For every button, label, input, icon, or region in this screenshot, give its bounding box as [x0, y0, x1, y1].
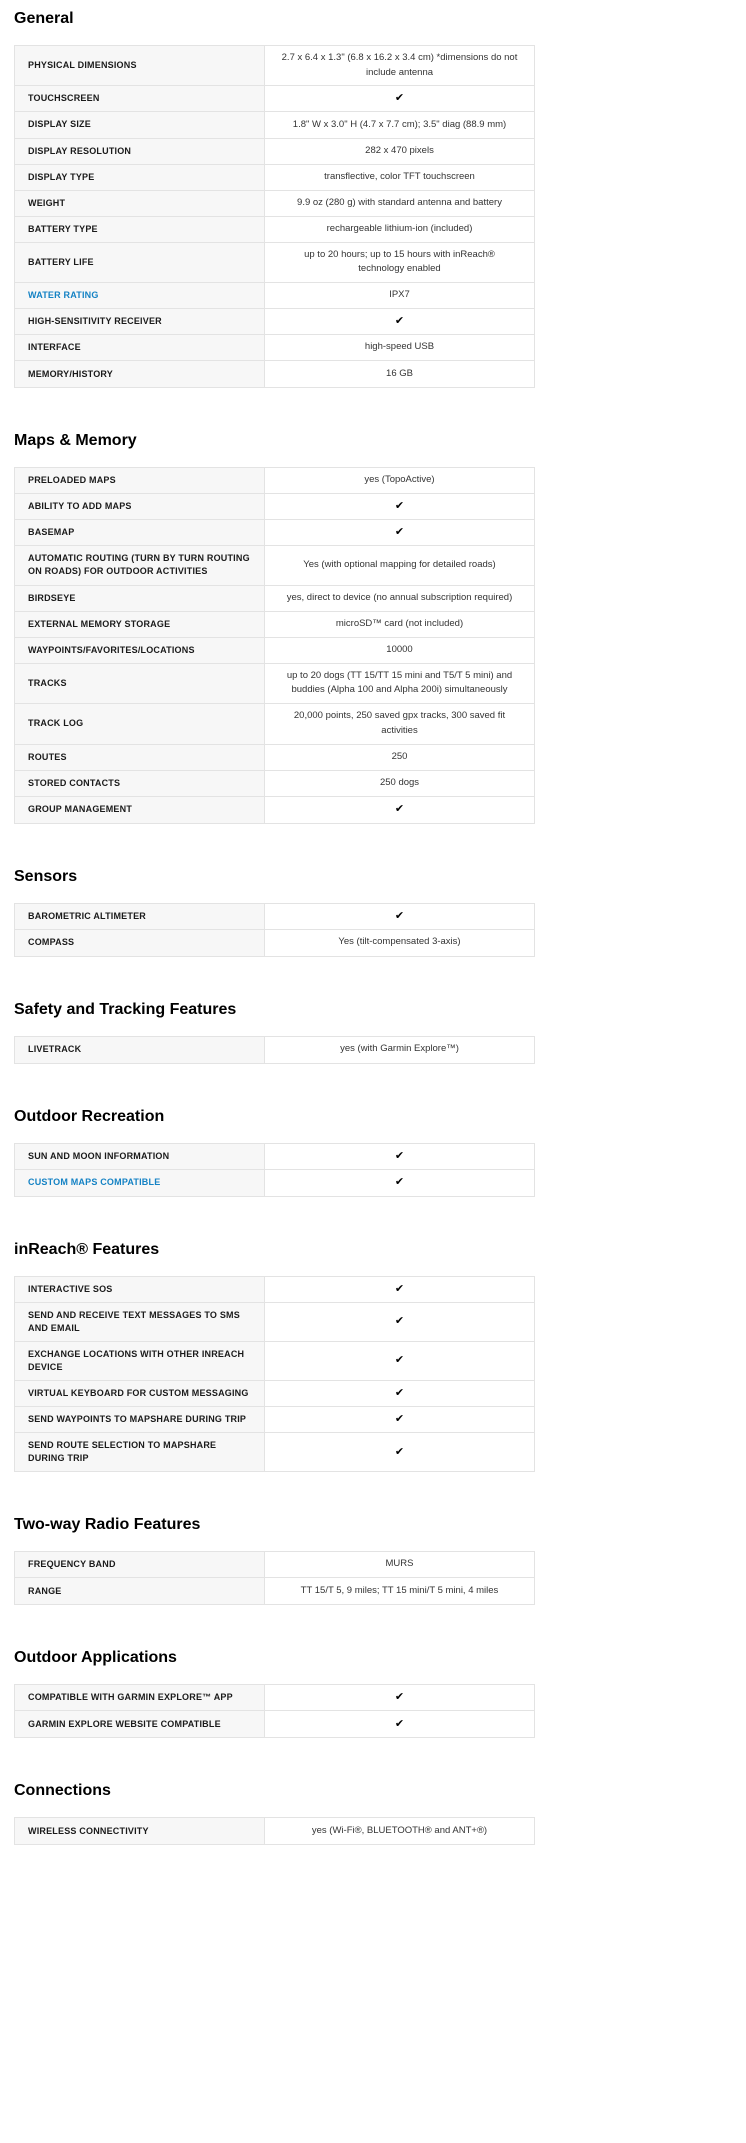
- spec-section-outdoor-recreation: [14, 1108, 746, 1197]
- spec-label: HIGH-SENSITIVITY RECEIVER: [28, 316, 162, 327]
- spec-label-cell: [15, 1407, 265, 1432]
- spec-label: EXTERNAL MEMORY STORAGE: [28, 618, 171, 629]
- spec-label-cell: [15, 1144, 265, 1169]
- section-title: Outdoor Recreation: [14, 1107, 165, 1125]
- spec-value-cell: [265, 546, 534, 584]
- spec-label: DISPLAY RESOLUTION: [28, 145, 132, 156]
- spec-value: 282 x 470 pixels: [365, 144, 434, 156]
- spec-label: LIVETRACK: [28, 1044, 82, 1055]
- spec-label: ROUTES: [28, 751, 67, 762]
- spec-label: MEMORY/HISTORY: [28, 368, 113, 379]
- table-row: [15, 1037, 534, 1063]
- check-icon: ✔: [394, 1315, 405, 1328]
- spec-label-cell: [15, 546, 265, 584]
- spec-label: BAROMETRIC ALTIMETER: [28, 910, 146, 921]
- spec-label: WIRELESS CONNECTIVITY: [28, 1825, 149, 1836]
- table-row: [15, 1711, 534, 1737]
- spec-table: [14, 903, 535, 957]
- spec-value-cell: [265, 243, 534, 282]
- spec-label: ABILITY TO ADD MAPS: [28, 501, 132, 512]
- spec-label: INTERFACE: [28, 342, 81, 353]
- spec-label: TOUCHSCREEN: [28, 93, 100, 104]
- spec-label-cell: [15, 1037, 265, 1063]
- spec-label-cell: [15, 309, 265, 334]
- water-rating-link[interactable]: WATER RATING: [28, 290, 99, 301]
- spec-label-cell: [15, 361, 265, 387]
- check-icon: ✔: [394, 909, 405, 922]
- spec-label-cell: [15, 1818, 265, 1844]
- spec-label-cell: [15, 904, 265, 929]
- table-row: [15, 112, 534, 138]
- check-icon: ✔: [394, 1413, 405, 1426]
- table-row: [15, 165, 534, 191]
- check-icon: ✔: [394, 803, 405, 816]
- section-title: Outdoor Applications: [14, 1649, 177, 1667]
- spec-value-cell: [265, 797, 534, 823]
- table-row: [15, 46, 534, 86]
- table-row: [15, 664, 534, 704]
- spec-value-cell: [265, 745, 534, 770]
- spec-value-cell: [265, 1552, 534, 1577]
- spec-value-cell: [265, 520, 534, 545]
- spec-table: [14, 45, 535, 388]
- table-row: [15, 612, 534, 638]
- table-row: [15, 309, 534, 335]
- check-icon: ✔: [394, 1354, 405, 1367]
- spec-label: COMPASS: [28, 937, 75, 948]
- spec-value: yes (with Garmin Explore™): [340, 1043, 459, 1055]
- spec-value-cell: [265, 638, 534, 663]
- spec-value: 20,000 points, 250 saved gpx tracks, 300 saved fit activities: [293, 710, 506, 736]
- spec-value: rechargeable lithium-ion (included): [326, 222, 473, 234]
- spec-value-cell: [265, 86, 534, 111]
- spec-value-cell: [265, 494, 534, 519]
- table-row: [15, 335, 534, 361]
- spec-label-cell: [15, 586, 265, 611]
- table-row: [15, 771, 534, 797]
- spec-label-cell: [15, 112, 265, 137]
- table-row: [15, 1433, 534, 1471]
- spec-label-cell: [15, 1277, 265, 1302]
- section-title: Two-way Radio Features: [14, 1516, 201, 1534]
- spec-table: [14, 1684, 535, 1738]
- spec-value: IPX7: [389, 289, 410, 301]
- table-row: [15, 217, 534, 243]
- spec-table: [14, 1276, 535, 1472]
- spec-value: 2.7 x 6.4 x 1.3" (6.8 x 16.2 x 3.4 cm) *dimensions do not include antenna: [281, 52, 518, 78]
- spec-value-cell: [265, 46, 534, 85]
- spec-value: 250: [391, 750, 408, 762]
- table-row: [15, 1342, 534, 1381]
- table-row: [15, 586, 534, 612]
- spec-value: 250 dogs: [379, 776, 420, 788]
- spec-value: 10000: [386, 643, 413, 655]
- table-row: [15, 1685, 534, 1711]
- spec-value-cell: [265, 664, 534, 703]
- check-icon: ✔: [394, 1176, 405, 1189]
- table-row: [15, 468, 534, 494]
- spec-label-cell: [15, 771, 265, 796]
- table-row: [15, 1144, 534, 1170]
- spec-label-cell: [15, 704, 265, 743]
- spec-value: yes (Wi-Fi®, BLUETOOTH® and ANT+®): [311, 1824, 488, 1836]
- spec-value: up to 20 dogs (TT 15/TT 15 mini and T5/T 5 mini) and buddies (Alpha 100 and Alpha 200i) simultaneously: [286, 669, 513, 696]
- spec-label-cell: [15, 468, 265, 493]
- spec-value-cell: [265, 1685, 534, 1710]
- check-icon: ✔: [394, 1691, 405, 1704]
- spec-label: PRELOADED MAPS: [28, 475, 116, 486]
- section-title: Sensors: [14, 867, 78, 885]
- spec-label-cell: [15, 638, 265, 663]
- spec-label: SUN AND MOON INFORMATION: [28, 1150, 170, 1161]
- spec-value: Yes (tilt-compensated 3-axis): [338, 936, 461, 948]
- spec-label-cell: [15, 139, 265, 164]
- spec-section-maps-memory: [14, 432, 746, 823]
- table-row: [15, 745, 534, 771]
- spec-label-cell: [15, 283, 265, 308]
- spec-value: TT 15/T 5, 9 miles; TT 15 mini/T 5 mini, 4 miles: [300, 1584, 499, 1596]
- check-icon: ✔: [394, 1386, 405, 1399]
- section-title: inReach® Features: [14, 1240, 160, 1258]
- spec-value-cell: [265, 217, 534, 242]
- spec-label-cell: [15, 191, 265, 216]
- spec-label-cell: [15, 86, 265, 111]
- spec-value-cell: [265, 1144, 534, 1169]
- spec-value-cell: [265, 165, 534, 190]
- spec-label-cell: [15, 797, 265, 823]
- spec-value-cell: [265, 309, 534, 334]
- spec-label-cell: [15, 520, 265, 545]
- spec-value-cell: [265, 771, 534, 796]
- spec-value-cell: [265, 1711, 534, 1737]
- spec-label-cell: [15, 46, 265, 85]
- spec-table: [14, 1143, 535, 1197]
- check-icon: ✔: [394, 315, 405, 328]
- table-row: [15, 361, 534, 387]
- spec-value-cell: [265, 468, 534, 493]
- table-row: [15, 494, 534, 520]
- spec-value-cell: [265, 1170, 534, 1196]
- table-row: [15, 1578, 534, 1604]
- spec-value-cell: [265, 361, 534, 387]
- spec-label-cell: [15, 930, 265, 956]
- spec-label-cell: [15, 745, 265, 770]
- spec-value-cell: [265, 1578, 534, 1604]
- check-icon: ✔: [394, 1445, 405, 1458]
- spec-value-cell: [265, 704, 534, 743]
- spec-value-cell: [265, 586, 534, 611]
- spec-label: BATTERY LIFE: [28, 256, 94, 267]
- spec-label-cell: [15, 1685, 265, 1710]
- table-row: [15, 520, 534, 546]
- spec-value: yes, direct to device (no annual subscription required): [286, 591, 513, 603]
- spec-value: high-speed USB: [364, 341, 435, 353]
- table-row: [15, 638, 534, 664]
- spec-label: BASEMAP: [28, 527, 75, 538]
- table-row: [15, 1818, 534, 1844]
- table-row: [15, 139, 534, 165]
- spec-label-cell: [15, 165, 265, 190]
- table-row: [15, 283, 534, 309]
- table-row: [15, 1277, 534, 1303]
- table-row: [15, 1303, 534, 1342]
- spec-label-cell: [15, 1303, 265, 1341]
- spec-section-outdoor-applications: [14, 1649, 746, 1738]
- spec-label: SEND ROUTE SELECTION TO MAPSHARE DURING TRIP: [28, 1440, 217, 1464]
- check-icon: ✔: [394, 500, 405, 513]
- spec-label: GARMIN EXPLORE WEBSITE COMPATIBLE: [28, 1718, 221, 1729]
- spec-value: 9.9 oz (280 g) with standard antenna and battery: [297, 196, 502, 208]
- spec-label: TRACKS: [28, 677, 67, 688]
- spec-value-cell: [265, 1381, 534, 1406]
- spec-value: 1.8" W x 3.0" H (4.7 x 7.7 cm); 3.5" diag (88.9 mm): [292, 118, 507, 130]
- spec-label: GROUP MANAGEMENT: [28, 804, 133, 815]
- section-title: Safety and Tracking Features: [14, 1000, 237, 1018]
- check-icon: ✔: [394, 92, 405, 105]
- section-title: Connections: [14, 1782, 111, 1800]
- spec-value: MURS: [385, 1558, 414, 1570]
- spec-value-cell: [265, 1037, 534, 1063]
- spec-label: VIRTUAL KEYBOARD FOR CUSTOM MESSAGING: [28, 1387, 249, 1398]
- check-icon: ✔: [394, 1717, 405, 1730]
- spec-label-cell: [15, 243, 265, 282]
- spec-value-cell: [265, 283, 534, 308]
- spec-label: SEND WAYPOINTS TO MAPSHARE DURING TRIP: [28, 1414, 247, 1425]
- spec-label-cell: [15, 664, 265, 703]
- spec-label: FREQUENCY BAND: [28, 1559, 116, 1570]
- table-row: [15, 1407, 534, 1433]
- table-row: [15, 86, 534, 112]
- spec-label-cell: [15, 612, 265, 637]
- spec-value: yes (TopoActive): [364, 474, 435, 486]
- custom-maps-compatible-link[interactable]: CUSTOM MAPS COMPATIBLE: [28, 1177, 161, 1188]
- spec-value-cell: [265, 112, 534, 137]
- spec-section-connections: [14, 1782, 746, 1845]
- spec-label: TRACK LOG: [28, 718, 84, 729]
- spec-label: STORED CONTACTS: [28, 777, 121, 788]
- spec-table: [14, 1551, 535, 1605]
- table-row: [15, 1552, 534, 1578]
- check-icon: ✔: [394, 526, 405, 539]
- spec-label-cell: [15, 217, 265, 242]
- spec-label: SEND AND RECEIVE TEXT MESSAGES TO SMS AND EMAIL: [28, 1309, 240, 1333]
- spec-label: BATTERY TYPE: [28, 223, 98, 234]
- spec-label: EXCHANGE LOCATIONS WITH OTHER INREACH DEVICE: [28, 1348, 245, 1372]
- check-icon: ✔: [394, 1149, 405, 1162]
- spec-value-cell: [265, 1342, 534, 1380]
- spec-table: [14, 1817, 535, 1845]
- spec-label: COMPATIBLE WITH GARMIN EXPLORE™ APP: [28, 1692, 233, 1703]
- spec-label-cell: [15, 1552, 265, 1577]
- section-title: Maps & Memory: [14, 432, 137, 450]
- spec-label: DISPLAY TYPE: [28, 171, 95, 182]
- spec-value: 16 GB: [386, 367, 413, 379]
- spec-label: WAYPOINTS/FAVORITES/LOCATIONS: [28, 644, 195, 655]
- spec-table: [14, 467, 535, 823]
- table-row: [15, 904, 534, 930]
- spec-value-cell: [265, 1433, 534, 1471]
- table-row: [15, 930, 534, 956]
- check-icon: ✔: [394, 1282, 405, 1295]
- spec-label: DISPLAY SIZE: [28, 119, 91, 130]
- table-row: [15, 243, 534, 283]
- spec-value-cell: [265, 1303, 534, 1341]
- spec-value-cell: [265, 1277, 534, 1302]
- section-title: General: [14, 10, 74, 27]
- spec-label: INTERACTIVE SOS: [28, 1283, 113, 1294]
- table-row: [15, 191, 534, 217]
- spec-value-cell: [265, 191, 534, 216]
- table-row: [15, 797, 534, 823]
- table-row: [15, 1381, 534, 1407]
- table-row: [15, 546, 534, 585]
- spec-label-cell: [15, 1170, 265, 1196]
- spec-label-cell: [15, 1711, 265, 1737]
- spec-label: AUTOMATIC ROUTING (TURN BY TURN ROUTING ON ROADS) FOR OUTDOOR ACTIVITIES: [28, 553, 250, 577]
- table-row: [15, 704, 534, 744]
- spec-section-two-way-radio-features: [14, 1516, 746, 1605]
- spec-label: RANGE: [28, 1585, 62, 1596]
- spec-value-cell: [265, 139, 534, 164]
- spec-label-cell: [15, 1433, 265, 1471]
- spec-label: BIRDSEYE: [28, 592, 76, 603]
- spec-value: microSD™ card (not included): [335, 617, 464, 629]
- spec-value-cell: [265, 612, 534, 637]
- spec-value-cell: [265, 335, 534, 360]
- spec-table: [14, 1036, 535, 1064]
- spec-value-cell: [265, 1818, 534, 1844]
- spec-value: transflective, color TFT touchscreen: [324, 170, 475, 182]
- spec-value-cell: [265, 904, 534, 929]
- spec-value: Yes (with optional mapping for detailed roads): [303, 559, 496, 571]
- spec-label-cell: [15, 1578, 265, 1604]
- spec-label-cell: [15, 494, 265, 519]
- spec-section-inreach-features: [14, 1241, 746, 1472]
- spec-value-cell: [265, 1407, 534, 1432]
- spec-value-cell: [265, 930, 534, 956]
- spec-value: up to 20 hours; up to 15 hours with inReach® technology enabled: [304, 248, 495, 275]
- spec-label: PHYSICAL DIMENSIONS: [28, 60, 137, 71]
- spec-label-cell: [15, 335, 265, 360]
- spec-section-safety-and-tracking-features: [14, 1001, 746, 1064]
- spec-section-sensors: [14, 868, 746, 957]
- spec-section-general: [14, 10, 746, 388]
- table-row: [15, 1170, 534, 1196]
- spec-label-cell: [15, 1381, 265, 1406]
- spec-label: WEIGHT: [28, 197, 66, 208]
- spec-label-cell: [15, 1342, 265, 1380]
